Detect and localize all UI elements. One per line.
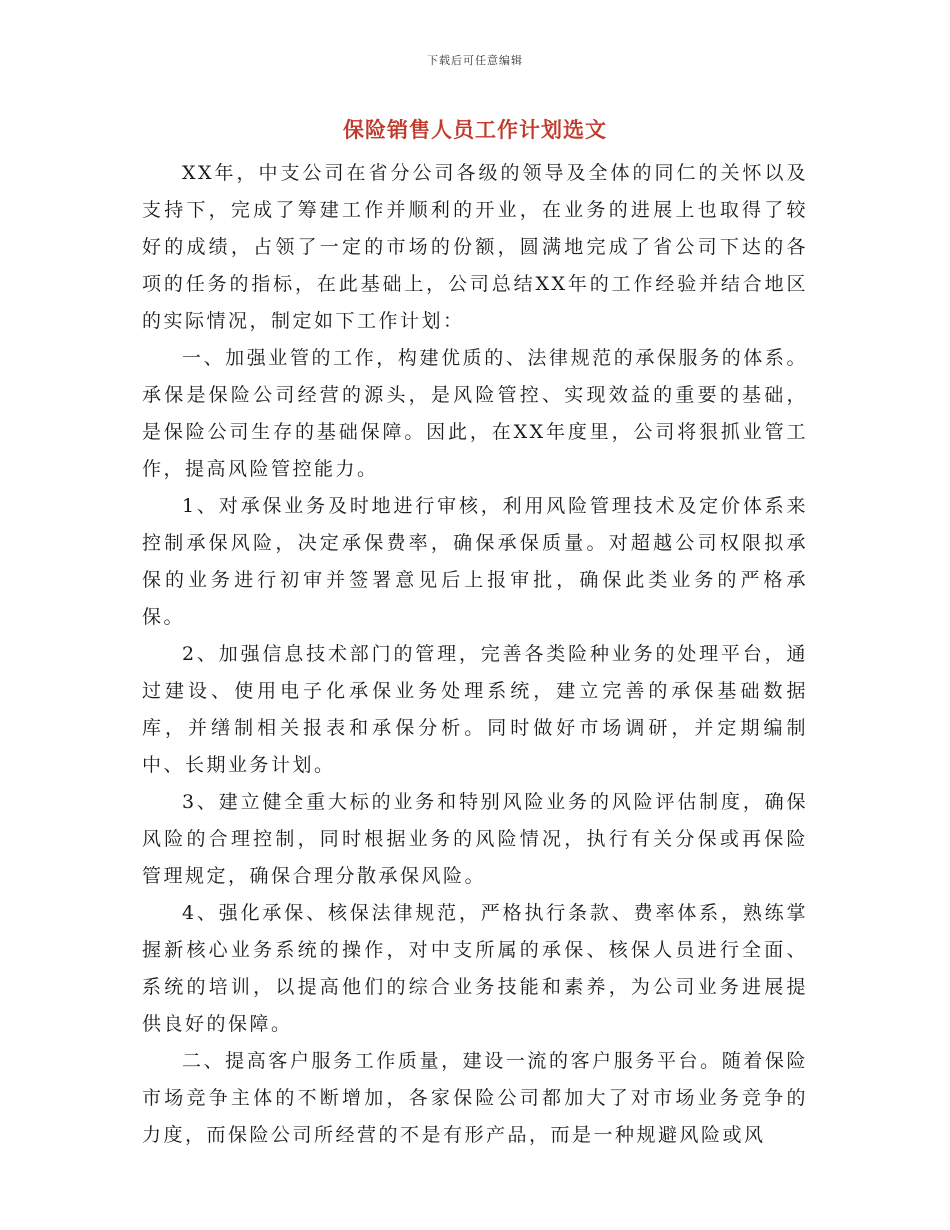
- paragraph-section-two: 二、提高客户服务工作质量，建设一流的客户服务平台。随着保险市场竞争主体的不断增加，各家保险公司都加大了对市场业务竞争的力度，而保险公司所经营的不是有形产品，而是一种规避风险或风: [142, 1050, 808, 1146]
- header-note: 下载后可任意编辑: [427, 54, 523, 67]
- paragraph-item-1: 1、对承保业务及时地进行审核，利用风险管理技术及定价体系来控制承保风险，决定承保费率，确保承保质量。对超越公司权限拟承保的业务进行初审并签署意见后上报审批，确保此类业务的严格承保。: [142, 495, 808, 628]
- document-title: 保险销售人员工作计划选文: [343, 117, 607, 142]
- paragraph-section-one: 一、加强业管的工作，构建优质的、法律规范的承保服务的体系。承保是保险公司经营的源头，是风险管控、实现效益的重要的基础，是保险公司生存的基础保障。因此，在XX年度里，公司将狠抓业管工作，提高风险管控能力。: [142, 347, 808, 480]
- paragraph-intro: XX年，中支公司在省分公司各级的领导及全体的同仁的关怀以及支持下，完成了筹建工作并顺利的开业，在业务的进展上也取得了较好的成绩，占领了一定的市场的份额，圆满地完成了省公司下达的各项的任务的指标，在此基础上，公司总结XX年的工作经验并结合地区的实际情况，制定如下工作计划：: [142, 162, 808, 332]
- paragraph-item-2: 2、加强信息技术部门的管理，完善各类险种业务的处理平台，通过建设、使用电子化承保业务处理系统，建立完善的承保基础数据库，并缮制相关报表和承保分析。同时做好市场调研，并定期编制中、长期业务计划。: [142, 643, 808, 776]
- document-body: [142, 155, 808, 1154]
- paragraph-item-4: 4、强化承保、核保法律规范，严格执行条款、费率体系，熟练掌握新核心业务系统的操作，对中支所属的承保、核保人员进行全面、系统的培训，以提高他们的综合业务技能和素养，为公司业务进展提供良好的保障。: [142, 902, 808, 1035]
- paragraph-item-3: 3、建立健全重大标的业务和特别风险业务的风险评估制度，确保风险的合理控制，同时根据业务的风险情况，执行有关分保或再保险管理规定，确保合理分散承保风险。: [142, 791, 808, 887]
